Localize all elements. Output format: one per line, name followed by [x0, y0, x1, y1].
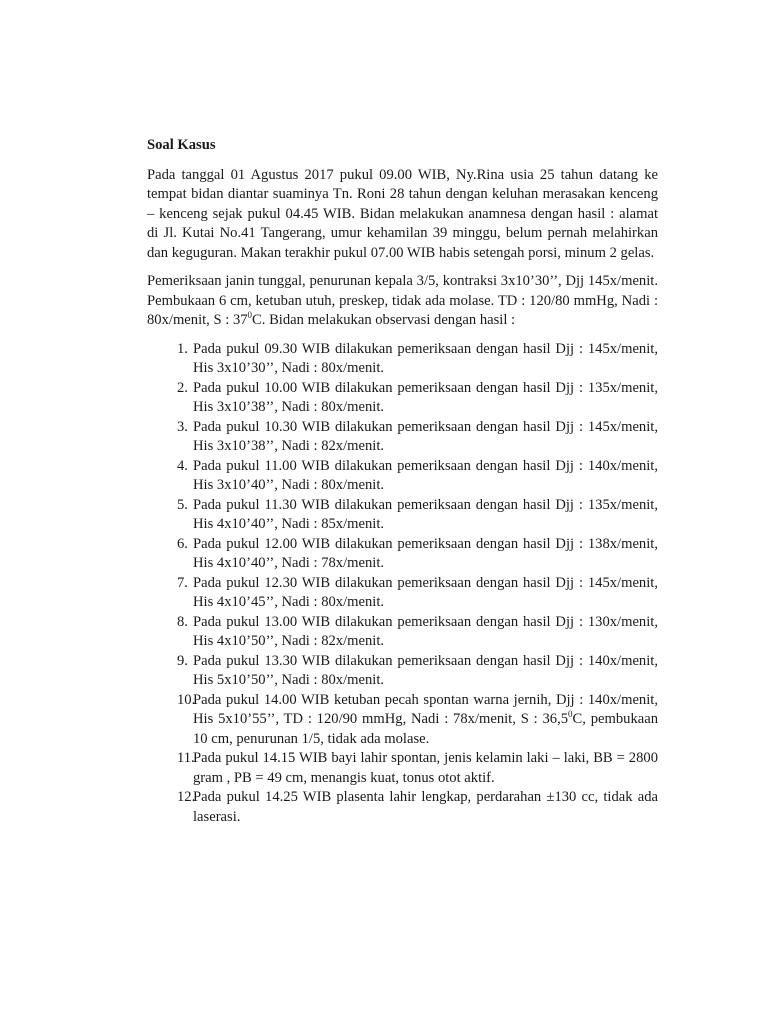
document-page [147, 136, 658, 827]
degree-superscript: 0 [247, 310, 253, 321]
item-text: Pada pukul 14.00 WIB ketuban pecah spontan warna jernih, Djj : 140x/menit, His 5x10’55’’, TD : 120/90 mmHg, Nadi : 78x/menit, S : 36,5$^0$C, pembukaan 10 cm, penurunan 1/5, tidak ada molase. [193, 691, 658, 747]
list-item [147, 535, 658, 574]
item-text: Pada pukul 11.00 WIB dilakukan pemeriksaan dengan hasil Djj : 140x/menit, His 3x10’40’’, Nadi : 80x/menit. [193, 457, 658, 493]
item-number: 5. [177, 496, 188, 513]
item-text: Pada pukul 12.00 WIB dilakukan pemeriksaan dengan hasil Djj : 138x/menit, His 4x10’40’’, Nadi : 78x/menit. [193, 535, 658, 571]
item-number: 11. [177, 750, 195, 766]
item-text: Pada pukul 10.00 WIB dilakukan pemeriksaan dengan hasil Djj : 135x/menit, His 3x10’38’’, Nadi : 80x/menit. [193, 379, 658, 415]
item-number: 2. [177, 379, 188, 396]
list-item [147, 749, 658, 788]
list-item [147, 788, 658, 827]
paragraph-2-text-b: C. Bidan melakukan observasi dengan hasil : [252, 312, 516, 328]
item-number: 1. [177, 340, 188, 357]
item-text: Pada pukul 14.15 WIB bayi lahir spontan, jenis kelamin laki – laki, BB = 2800 gram , PB = 49 cm, menangis kuat, tonus otot aktif. [193, 750, 658, 786]
item-number: 6. [177, 535, 188, 552]
item-text: Pada pukul 12.30 WIB dilakukan pemeriksaan dengan hasil Djj : 145x/menit, His 4x10’45’’, Nadi : 80x/menit. [193, 574, 658, 610]
observation-list [147, 340, 658, 828]
degree-superscript: 0 [568, 709, 573, 720]
paragraph-2-text-a: Pemeriksaan janin tunggal, penurunan kepala 3/5, kontraksi 3x10’30’’, Djj 145x/menit. Pembukaan 6 cm, ketuban utuh, preskep, tidak ada molase. TD : 120/80 mmHg, Nadi : 80x/menit, S : 37 [147, 273, 658, 328]
item-number: 8. [177, 613, 188, 630]
item-number: 7. [177, 574, 188, 591]
document-title: Soal Kasus [147, 137, 216, 153]
item-text: Pada pukul 13.00 WIB dilakukan pemeriksaan dengan hasil Djj : 130x/menit, His 4x10’50’’, Nadi : 82x/menit. [193, 613, 658, 649]
list-item [147, 496, 658, 535]
item-number: 4. [177, 457, 188, 474]
item-text: Pada pukul 14.25 WIB plasenta lahir lengkap, perdarahan ±130 cc, tidak ada laserasi. [193, 789, 658, 825]
list-item [147, 457, 658, 496]
item-text: Pada pukul 13.30 WIB dilakukan pemeriksaan dengan hasil Djj : 140x/menit, His 5x10’50’’, Nadi : 80x/menit. [193, 652, 658, 688]
list-item [147, 652, 658, 691]
list-item [147, 574, 658, 613]
list-item [147, 340, 658, 379]
item-text: Pada pukul 10.30 WIB dilakukan pemeriksaan dengan hasil Djj : 145x/menit, His 3x10’38’’, Nadi : 82x/menit. [193, 418, 658, 454]
item-number: 12. [177, 789, 196, 805]
item-number: 3. [177, 418, 188, 435]
list-item [147, 379, 658, 418]
list-item [147, 691, 658, 750]
item-text: Pada pukul 09.30 WIB dilakukan pemeriksaan dengan hasil Djj : 145x/menit, His 3x10’30’’, Nadi : 80x/menit. [193, 340, 658, 376]
item-number: 10. [177, 691, 196, 708]
item-number: 9. [177, 652, 188, 669]
case-paragraph-1: Pada tanggal 01 Agustus 2017 pukul 09.00 WIB, Ny.Rina usia 25 tahun datang ke tempat bidan diantar suaminya Tn. Roni 28 tahun dengan keluhan merasakan kenceng – kenceng sejak pukul 04.45 WIB. Bidan melakukan anamnesa dengan hasil : alamat di Jl. Kutai No.41 Tangerang, umur kehamilan 39 minggu, belum pernah melahirkan dan keguguran. Makan terakhir pukul 07.00 WIB habis setengah porsi, minum 2 gelas. [147, 166, 658, 261]
item-text: Pada pukul 11.30 WIB dilakukan pemeriksaan dengan hasil Djj : 135x/menit, His 4x10’40’’, Nadi : 85x/menit. [193, 496, 658, 532]
list-item [147, 418, 658, 457]
case-paragraph-2 [147, 272, 658, 331]
list-item [147, 613, 658, 652]
